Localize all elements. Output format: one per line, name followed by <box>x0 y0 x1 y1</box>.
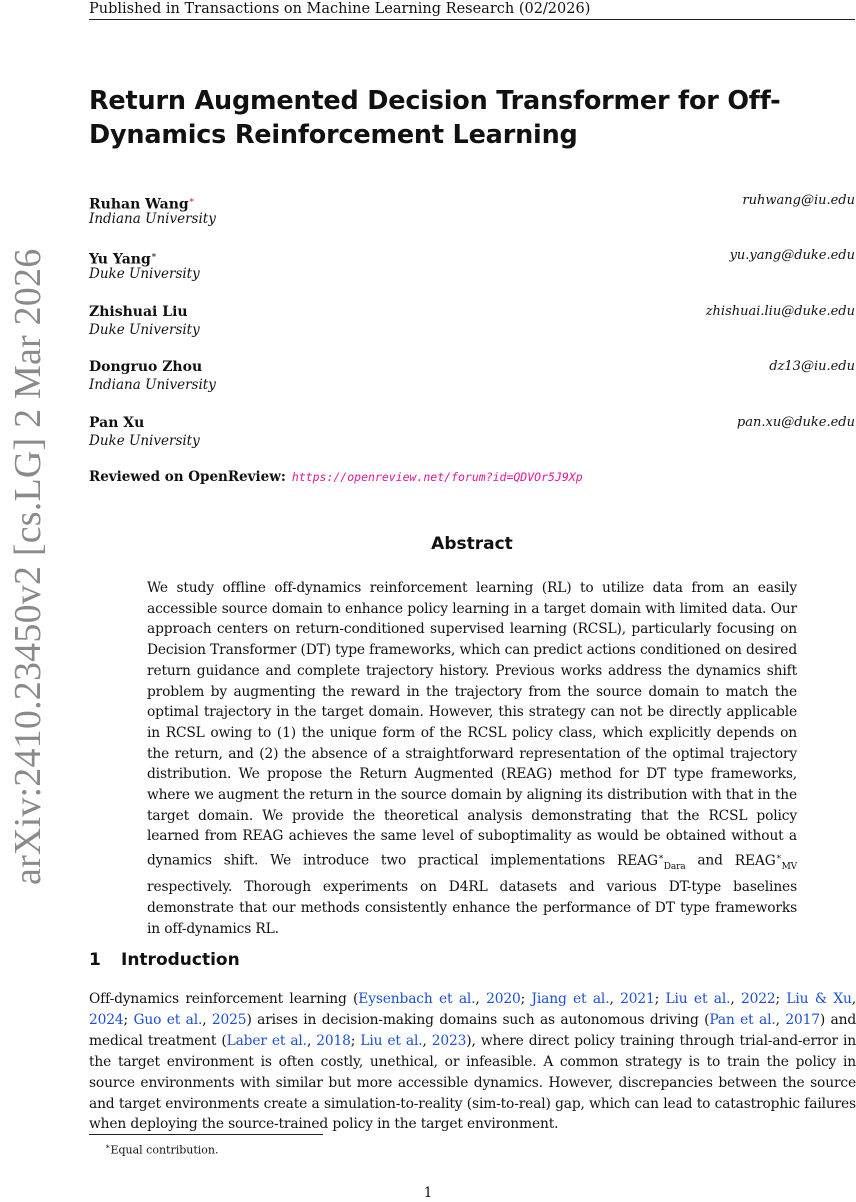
citation-link[interactable]: Laber et al. <box>226 1032 307 1049</box>
author-block <box>89 247 855 287</box>
reag-dara-term: $REAG^∗_{Dara}$ <box>616 852 686 872</box>
author-email: ruhwang@iu.edu <box>742 193 855 208</box>
footnote-text: Equal contribution. <box>110 1143 219 1157</box>
author-name: Ruhan Wang∗ <box>89 196 195 213</box>
footnote <box>105 1139 219 1158</box>
section-number: 1 <box>89 950 101 970</box>
author-email: pan.xu@duke.edu <box>736 415 855 430</box>
abstract-heading: Abstract <box>431 534 513 554</box>
author-name: Dongruo Zhou <box>89 359 203 375</box>
arxiv-identifier: arXiv:2410.23450v2 [cs.LG] 2 Mar 2026 <box>7 248 49 885</box>
introduction-paragraph: Off-dynamics reinforcement learning (Eysenbach et al., 2020; Jiang et al., 2021; Liu et al., 2022; Liu & Xu, 2024; Guo et al., 2025) arises in decision-making domains such as autonomous driving (Pan et al., 2017) and medical treatment (Laber et al., 2018; Liu et al., 2023), where direct policy training through trial-and-error in the target environment is often costly, unethical, or infeasible. A common strategy is to train the policy in source environments with similar but more accessible dynamics. However, discrepancies between the source and target environments create a simulation-to-reality (sim-to-real) gap, which can lead to catastrophic failures when deploying the source-trained policy in the target environment. <box>89 991 856 1133</box>
author-name: Yu Yang∗ <box>89 251 157 268</box>
author-affiliation: Indiana University <box>89 377 216 393</box>
footnote-divider <box>89 1134 323 1135</box>
author-email: zhishuai.liu@duke.edu <box>705 304 855 319</box>
author-affiliation: Duke University <box>89 266 200 282</box>
citation-year-link[interactable]: 2018 <box>316 1032 351 1049</box>
citation-link[interactable]: Liu et al. <box>665 991 731 1007</box>
author-affiliation: Indiana University <box>89 211 216 227</box>
author-block <box>89 303 855 343</box>
citation-link[interactable]: Liu & Xu <box>786 991 852 1007</box>
citation-link[interactable]: Guo et al. <box>133 1011 203 1028</box>
citation-link[interactable]: Liu et al. <box>360 1032 423 1049</box>
author-block <box>89 192 855 232</box>
paper-title: Return Augmented Decision Transformer for Off-Dynamics Reinforcement Learning <box>89 86 781 150</box>
author-email: dz13@iu.edu <box>769 359 855 374</box>
page-number: 1 <box>423 1185 433 1201</box>
citation-year-link[interactable]: 2022 <box>740 991 776 1007</box>
citation-link[interactable]: Jiang et al. <box>531 991 610 1007</box>
author-affiliation: Duke University <box>89 322 200 338</box>
citation-link[interactable]: Eysenbach et al. <box>358 991 476 1007</box>
citation-year-link[interactable]: 2024 <box>89 1011 124 1028</box>
author-name: Zhishuai Liu <box>89 304 188 320</box>
author-block <box>89 358 855 398</box>
author-email: yu.yang@duke.edu <box>729 248 855 263</box>
review-line <box>89 468 583 486</box>
author-affiliation: Duke University <box>89 433 200 449</box>
footnote-mark: ∗ <box>105 1142 111 1151</box>
citation-year-link[interactable]: 2021 <box>620 991 655 1007</box>
author-name: Pan Xu <box>89 415 145 431</box>
citation-year-link[interactable]: 2017 <box>785 1011 820 1028</box>
abstract-body: We study offline off-dynamics reinforcement learning (RL) to utilize data from an easily accessible source domain to enhance policy learning in a target domain with limited data. Our approach centers on return-conditioned supervised learning (RCSL), particularly focusing on Decision Transformer (DT) type frameworks, which can predict actions conditioned on desired return guidance and complete trajectory history. Previous works address the dynamics shift problem by augmenting the reward in the trajectory from the source domain to match the optimal trajectory in the target domain. However, this strategy can not be directly applicable in RCSL owing to (1) the unique form of the RCSL policy class, which explicitly depends on the return, and (2) the absence of a straightforward representation of the optimal trajectory distribution. We propose the Return Augmented (REAG) method for DT type frameworks, where we augment the return in the source domain by aligning its distribution with that in the target domain. We provide the theoretical analysis demonstrating that the RCSL policy learned from REAG achieves the same level of suboptimality as would be obtained without a dynamics shift. We introduce two practical implementations $REAG^∗_{Dara}$ and $REAG^∗_{MV}$ respectively. Thorough experiments on D4RL datasets and various DT-type baselines demonstrate that our methods consistently enhance the performance of DT type frameworks in off-dynamics RL. <box>147 580 798 937</box>
openreview-link[interactable]: https://openreview.net/forum?id=QDVOr5J9Xp <box>291 470 583 484</box>
running-header: Published in Transactions on Machine Learning Research (02/2026) <box>89 0 855 20</box>
equal-contribution-mark: ∗ <box>150 251 157 261</box>
citation-year-link[interactable]: 2025 <box>211 1011 247 1028</box>
reag-mv-term: $REAG^∗_{MV}$ <box>734 852 798 872</box>
author-block <box>89 414 855 454</box>
citation-year-link[interactable]: 2023 <box>431 1032 467 1049</box>
citation-year-link[interactable]: 2020 <box>486 991 521 1007</box>
citation-link[interactable]: Pan et al. <box>709 1011 776 1028</box>
review-label: Reviewed on OpenReview: <box>89 469 286 485</box>
equal-contribution-mark[interactable]: ∗ <box>188 196 195 206</box>
section-title: Introduction <box>121 950 240 970</box>
section-heading-introduction <box>89 949 240 971</box>
